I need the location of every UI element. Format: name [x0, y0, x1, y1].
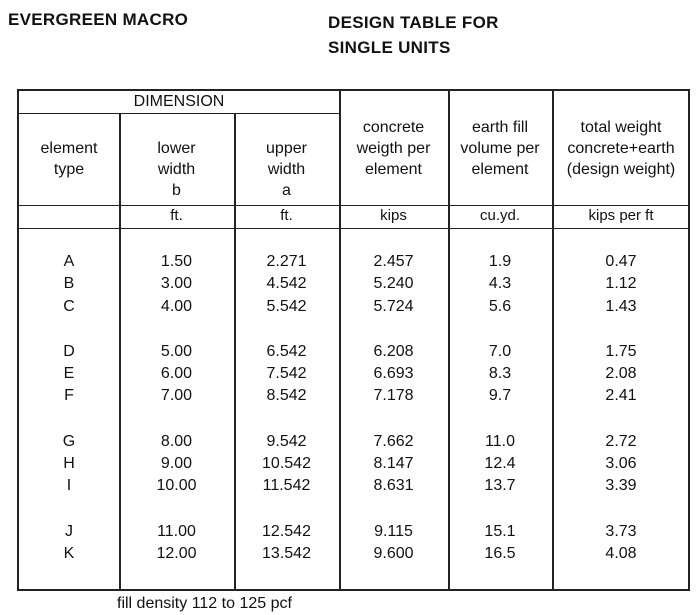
table-cell: 3.73 — [605, 522, 637, 540]
table-cell: 8.147 — [373, 455, 414, 473]
header-line: width — [267, 161, 306, 178]
table-cell: 1.12 — [605, 275, 637, 293]
table-cell: 3.06 — [605, 455, 637, 473]
table-cell: 7.178 — [373, 387, 414, 405]
header-total-weight — [552, 117, 690, 180]
design-table — [17, 89, 690, 591]
header-concrete-weight — [339, 117, 448, 180]
unit-concrete-weight: kips — [380, 207, 407, 224]
table-cell: 6.542 — [266, 342, 307, 360]
table-cell: 1.9 — [488, 253, 512, 270]
table-cell: 5.00 — [160, 342, 193, 360]
table-cell: 11.00 — [157, 522, 196, 540]
column-total-weight — [552, 251, 690, 565]
table-cell: E — [63, 365, 75, 383]
table-cell: J — [65, 522, 73, 540]
table-cell: 4.08 — [605, 544, 637, 562]
unit-total-weight: kips per ft — [588, 207, 654, 224]
unit-lower-width: ft. — [170, 207, 183, 224]
header-line: (design weight) — [566, 161, 676, 178]
table-cell: 7.0 — [488, 342, 512, 360]
table-cell: 9.00 — [160, 455, 193, 473]
table-cell: G — [62, 432, 76, 450]
column-lower-width — [119, 251, 234, 565]
table-cell: 10.542 — [262, 455, 311, 473]
table-cell: 8.00 — [160, 432, 193, 450]
table-cell: D — [63, 342, 75, 360]
table-cell: 9.115 — [374, 522, 413, 540]
table-cell: 2.08 — [605, 365, 637, 383]
table-cell: 7.662 — [373, 432, 414, 450]
header-line: type — [53, 161, 85, 178]
dimension-underline — [19, 113, 339, 114]
header-line: element — [40, 140, 98, 157]
table-cell: 3.00 — [160, 275, 193, 293]
header-line: weigth per — [356, 140, 431, 157]
table-cell: 1.43 — [605, 297, 637, 315]
table-cell: B — [63, 275, 75, 293]
table-cell: 5.6 — [488, 297, 512, 315]
table-title-line-1: DESIGN TABLE FOR — [328, 13, 499, 32]
table-cell: 9.542 — [266, 432, 307, 450]
table-cell: 3.39 — [605, 477, 637, 495]
table-cell: 11.542 — [262, 477, 311, 495]
header-line: concrete — [362, 119, 425, 136]
header-line: upper — [266, 140, 307, 157]
table-cell: 4.00 — [160, 297, 193, 315]
table-cell: 7.00 — [160, 387, 193, 405]
table-cell: 9.600 — [373, 544, 414, 562]
header-earth-fill — [448, 117, 552, 180]
table-cell: 6.208 — [373, 342, 414, 360]
table-cell: 1.50 — [160, 253, 193, 270]
table-cell: 8.3 — [488, 365, 512, 383]
table-cell: 4.3 — [488, 275, 512, 293]
table-cell: 11.0 — [485, 432, 515, 450]
table-cell: 9.7 — [488, 387, 512, 405]
table-cell: 10.00 — [156, 477, 197, 495]
table-cell: 2.457 — [373, 253, 414, 270]
column-element-type — [19, 251, 119, 565]
table-cell: 13.7 — [484, 477, 516, 495]
header-line: lower — [157, 140, 196, 157]
column-concrete-weight — [339, 251, 448, 565]
table-cell: 13.542 — [262, 544, 311, 562]
table-cell: 6.00 — [160, 365, 193, 383]
header-upper-width — [234, 138, 339, 201]
dimension-header: DIMENSION — [133, 93, 225, 110]
header-line: total weight — [580, 119, 662, 136]
table-cell: H — [63, 455, 75, 473]
unit-top-rule — [19, 205, 690, 206]
header-lower-width — [119, 138, 234, 201]
table-cell: 2.72 — [605, 432, 637, 450]
table-cell: 15.1 — [484, 522, 516, 540]
column-earth-fill — [448, 251, 552, 565]
table-cell: 12.542 — [262, 522, 311, 540]
table-cell: 12.4 — [484, 455, 516, 473]
table-cell: 6.693 — [373, 365, 414, 383]
header-line: b — [172, 182, 181, 199]
table-cell: 2.271 — [266, 253, 307, 270]
column-upper-width — [234, 251, 339, 565]
header-line: a — [282, 182, 291, 199]
table-cell: 0.47 — [605, 253, 637, 270]
header-line: concrete+earth — [567, 140, 675, 157]
document-title: EVERGREEN MACRO — [8, 10, 189, 29]
unit-upper-width: ft. — [280, 207, 293, 224]
table-cell: 5.542 — [266, 297, 307, 315]
header-line: element — [471, 161, 529, 178]
table-cell: 7.542 — [266, 365, 307, 383]
table-cell: 2.41 — [605, 387, 637, 405]
table-cell: I — [66, 477, 72, 495]
unit-bottom-rule — [19, 228, 690, 229]
table-cell: 5.724 — [373, 297, 414, 315]
footnote: fill density 112 to 125 pcf — [117, 595, 292, 612]
unit-earth-fill: cu.yd. — [479, 207, 521, 224]
header-line: element — [365, 161, 422, 178]
table-cell: 1.75 — [605, 342, 637, 360]
header-line: width — [157, 161, 196, 178]
table-cell: 12.00 — [156, 544, 197, 562]
table-cell: 8.631 — [373, 477, 414, 495]
table-cell: C — [63, 297, 75, 315]
table-cell: K — [63, 544, 75, 562]
table-title-line-2: SINGLE UNITS — [328, 38, 451, 57]
header-line: earth fill — [471, 119, 529, 136]
table-cell: 4.542 — [266, 275, 307, 293]
table-cell: 8.542 — [266, 387, 307, 405]
table-cell: A — [63, 253, 75, 270]
header-line: volume per — [460, 140, 540, 157]
table-cell: 5.240 — [373, 275, 414, 293]
table-title — [328, 10, 499, 60]
header-element-type — [19, 138, 119, 180]
table-cell: 16.5 — [484, 544, 516, 562]
table-cell: F — [64, 387, 74, 405]
